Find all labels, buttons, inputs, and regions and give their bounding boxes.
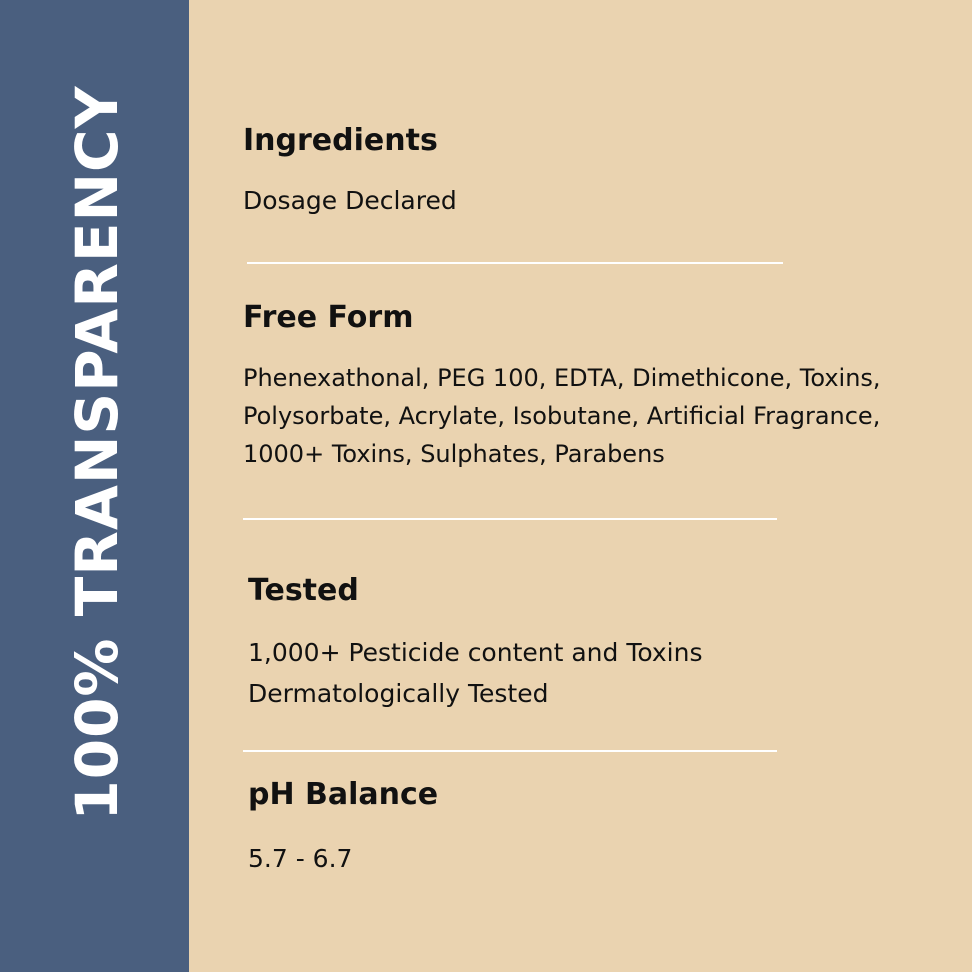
ingredients-line-1: Dosage Declared bbox=[243, 186, 457, 215]
divider-1 bbox=[247, 262, 783, 264]
section-heading-ph-balance: pH Balance bbox=[248, 777, 439, 812]
sidebar-panel bbox=[0, 0, 189, 972]
sidebar-title: 100% TRANSPARENCY bbox=[63, 85, 131, 821]
tested-line-2: Dermatologically Tested bbox=[248, 679, 549, 708]
free-form-line-1: Phenexathonal, PEG 100, EDTA, Dimethicone, Toxins, bbox=[243, 364, 881, 392]
section-heading-ingredients: Ingredients bbox=[243, 123, 438, 158]
section-heading-free-form: Free Form bbox=[243, 300, 414, 335]
free-form-line-3: 1000+ Toxins, Sulphates, Parabens bbox=[243, 440, 665, 468]
ph-balance-value: 5.7 - 6.7 bbox=[248, 844, 353, 873]
divider-3 bbox=[243, 750, 777, 752]
divider-2 bbox=[243, 518, 777, 520]
free-form-line-2: Polysorbate, Acrylate, Isobutane, Artificial Fragrance, bbox=[243, 402, 881, 430]
section-heading-tested: Tested bbox=[248, 573, 359, 608]
tested-line-1: 1,000+ Pesticide content and Toxins bbox=[248, 638, 703, 667]
